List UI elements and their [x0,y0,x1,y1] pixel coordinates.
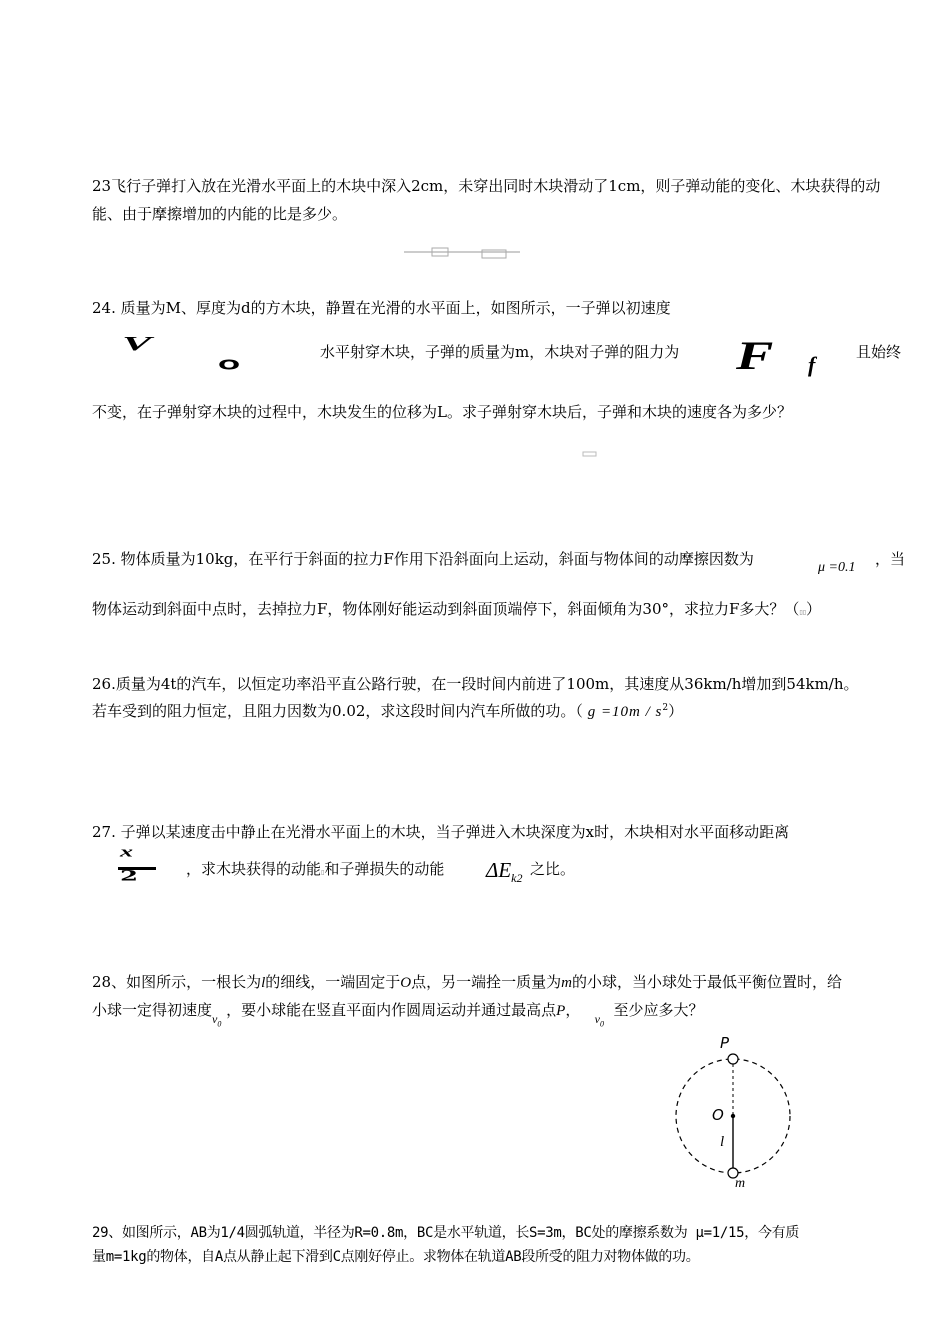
question-24-line3: 不变，在子弹射穿木块的过程中，木块发生的位移为L。求子弹射穿木块后，子弹和木块的速度各为多少？ [92,403,792,421]
question-28-line1: 28、如图所示，一根长为l的细线，一端固定于O点，另一端拴一质量为m的小球，当小球处于最低平衡位置时，给 [92,973,842,991]
question-24-line2-end: 且始终 [856,343,902,361]
v0-inline-2: v0 [594,1012,604,1029]
question-29-line1: 29、如图所示，AB为1/4圆弧轨道，半径为R=0.8m，BC是水平轨道，长S=3m，BC处的摩擦系数为 μ=1/15，今有质 [92,1225,800,1241]
question-28-line2: 小球一定得初速度$_{v_0}$ ，要小球能在竖直平面内作圆周运动并通过最高点P， $_{v_0}$ 至少应多大？ [92,1001,704,1029]
question-25-line1: 25. 物体质量为10kg，在平行于斜面的拉力F作用下沿斜面向上运动，斜面与物体间的动摩擦因数为 [92,550,754,568]
ek1-placeholder: ▯ [321,869,325,876]
question-27-line2: ，求木块获得的动能▯和子弹损失的动能 [186,860,445,878]
label-p: P [720,1034,730,1052]
question-24-line1: 24. 质量为M、厚度为d的方木块，静置在光滑的水平面上，如图所示，一子弹以初速度 [92,299,671,317]
pendulum-circle-figure [660,1034,810,1200]
question-29-line2: 量m=1kg的物体，自A点从静止起下滑到C点刚好停止。求物体在轨道AB段所受的阻力对物体做的功。 [92,1249,700,1265]
v0-inline-1: v0 [212,1012,222,1029]
q23-block-figure [402,244,522,260]
inline-figure-placeholder: ▯▯ [799,609,807,616]
v0-symbol-image: V O [122,332,241,373]
ff-symbol-image: F f [736,333,816,378]
mu-formula: μ =0.1 [818,560,856,575]
delta-ek2-formula: $\Delta E_{k2}$ [486,858,523,886]
question-25-line1-end: ，当 [875,550,906,568]
g-formula: g =10m / s [587,704,663,720]
question-24-line2-middle: 水平射穿木块，子弹的质量为m，木块对子弹的阻力为 [320,343,680,361]
question-27-line2-end: 之比。 [530,860,576,878]
question-25-line2: 物体运动到斜面中点时，去掉拉力F，物体刚好能运动到斜面顶端停下，斜面倾角为30°，求拉力F多大？（▯▯） [92,600,822,618]
question-27-line1: 27. 子弹以某速度击中静止在光滑水平面上的木块，当子弹进入木块深度为x时，木块相对水平面移动距离 [92,823,790,841]
label-m: m [735,1176,746,1191]
question-26-line1: 26.质量为4t的汽车，以恒定功率沿平直公路行驶，在一段时间内前进了100m，其速度从36km/h增加到54km/h。 [92,675,859,693]
question-26-line2: 若车受到的阻力恒定，且阻力因数为0.02，求这段时间内汽车所做的功。（ $g =10m / s^2$） [92,702,684,720]
x-over-2-fraction: x 2 [116,848,166,894]
q24-block-figure [582,450,598,458]
label-l: l [720,1134,725,1150]
label-o: O [712,1106,724,1124]
question-23: 23飞行子弹打入放在光滑水平面上的木块中深入2cm，未穿出同时木块滑动了1cm，则子弹动能的变化、木块获得的动能、由于摩擦增加的内能的比是多少。 [92,177,881,223]
